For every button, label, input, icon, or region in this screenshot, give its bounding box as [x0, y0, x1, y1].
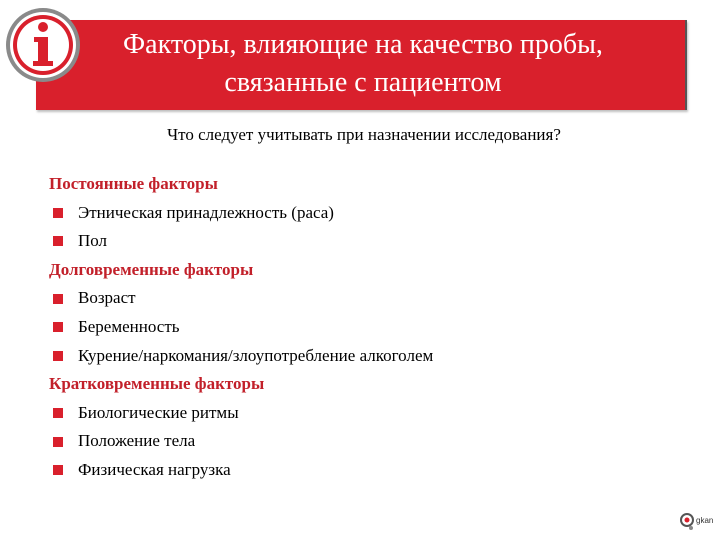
list-item	[49, 199, 689, 228]
bullet-square-icon	[53, 208, 63, 218]
list-item-label: Биологические ритмы	[78, 402, 239, 422]
list-item	[49, 227, 689, 256]
list-item	[49, 427, 689, 456]
list-item	[49, 399, 689, 428]
bullet-square-icon	[53, 236, 63, 246]
list-item	[49, 313, 689, 342]
group-heading-long-term: Долговременные факторы	[49, 259, 254, 279]
list-item-label: Физическая нагрузка	[78, 459, 231, 479]
bullet-square-icon	[53, 351, 63, 361]
list-item-label: Возраст	[78, 288, 136, 308]
subtitle-question: Что следует учитывать при назначении исследования?	[167, 125, 561, 144]
list-item-label: Пол	[78, 231, 108, 251]
footer-logo-text: gkan	[696, 516, 714, 525]
list-item-label: Этническая принадлежность (раса)	[78, 202, 334, 222]
page-title	[58, 26, 668, 102]
group-heading-short-term: Кратковременные факторы	[49, 374, 265, 394]
bullet-square-icon	[53, 408, 63, 418]
factor-list	[49, 170, 689, 485]
bullet-square-icon	[53, 465, 63, 475]
bullet-square-icon	[53, 294, 63, 304]
list-item	[49, 342, 689, 371]
list-item	[49, 284, 689, 313]
list-item-label: Беременность	[78, 316, 180, 336]
list-item-label: Положение тела	[78, 431, 196, 451]
bullet-square-icon	[53, 437, 63, 447]
title-line-2: связанные с пациентом	[224, 67, 502, 98]
bullet-square-icon	[53, 322, 63, 332]
list-item-label: Курение/наркомания/злоупотребление алкоголем	[78, 345, 434, 365]
group-heading-permanent: Постоянные факторы	[49, 174, 218, 193]
title-line-1: Факторы, влияющие на качество пробы,	[123, 29, 603, 60]
list-item	[49, 456, 689, 485]
